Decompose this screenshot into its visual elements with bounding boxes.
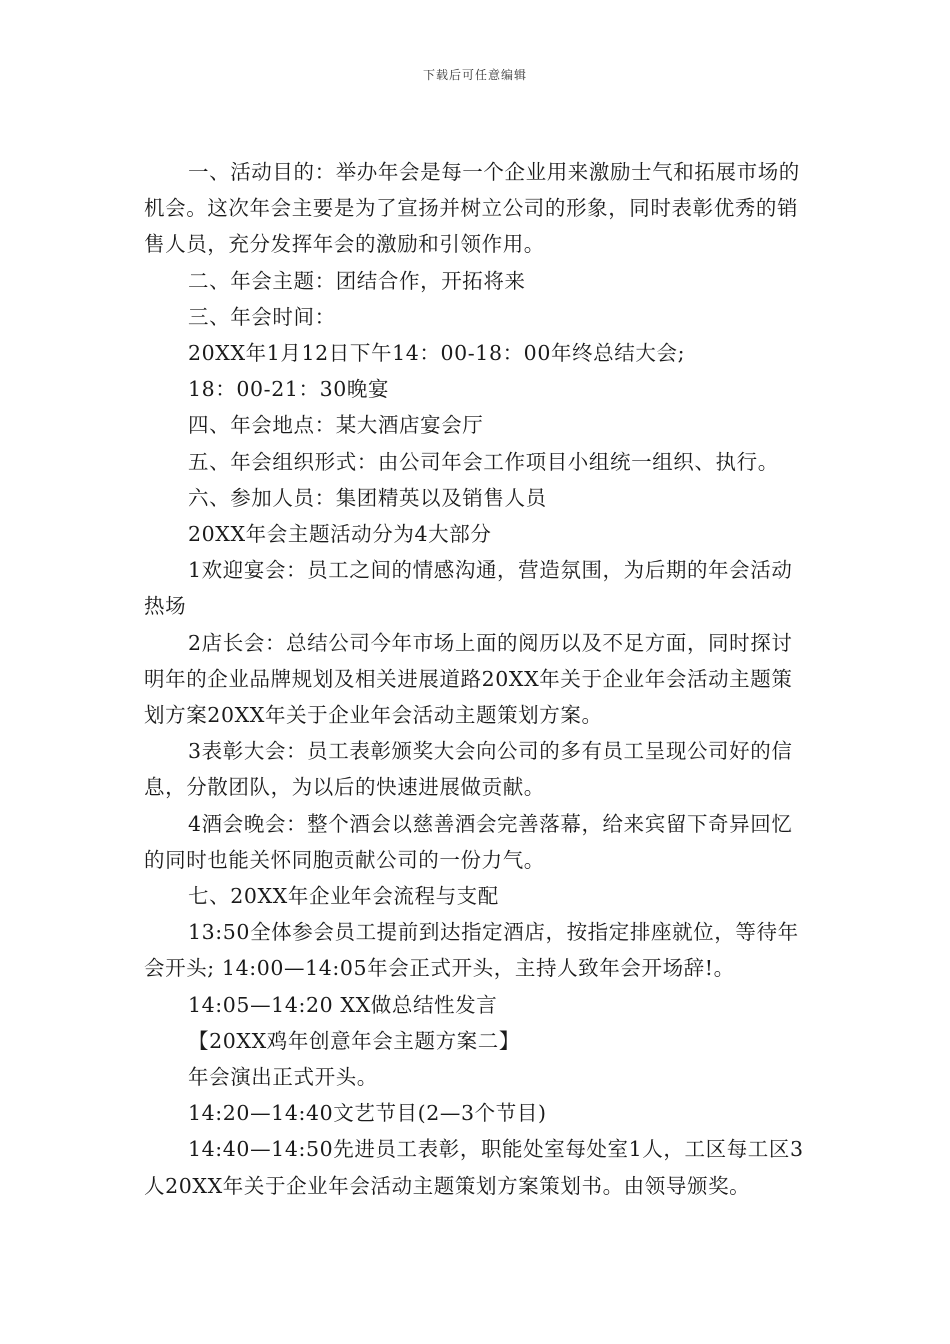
paragraph-purpose: 一、活动目的：举办年会是每一个企业用来激励士气和拓展市场的机会。这次年会主要是为了宣扬并树立公司的形象，同时表彰优秀的销售人员，充分发挥年会的激励和引领作用。 [144, 160, 800, 257]
paragraph-schedule-heading: 七、20XX年企业年会流程与支配 [188, 884, 499, 909]
paragraph-schedule-arrival: 13:50全体参会员工提前到达指定酒店，按指定排座就位，等待年会开头; 14:00—14:05年会正式开头，主持人致年会开场辞!。 [144, 920, 799, 981]
paragraph-time-summary-meeting: 20XX年1月12日下午14：00-18：00年终总结大会; [188, 341, 686, 366]
paragraph-schedule-performance: 14:20—14:40文艺节目(2—3个节目) [188, 1101, 547, 1126]
paragraph-schedule-speech: 14:05—14:20 XX做总结性发言 [188, 992, 498, 1017]
paragraph-four-parts: 20XX年会主题活动分为4大部分 [188, 522, 492, 547]
paragraph-participants: 六、参加人员：集团精英以及销售人员 [188, 485, 547, 510]
paragraph-organization: 五、年会组织形式：由公司年会工作项目小组统一组织、执行。 [188, 449, 779, 474]
paragraph-theme: 二、年会主题：团结合作，开拓将来 [188, 268, 526, 293]
paragraph-performance-start: 年会演出正式开头。 [188, 1065, 378, 1090]
paragraph-venue: 四、年会地点：某大酒店宴会厅 [188, 413, 484, 438]
paragraph-time-banquet: 18：00-21：30晚宴 [188, 377, 390, 402]
paragraph-manager-meeting: 2店长会：总结公司今年市场上面的阅历以及不足方面，同时探讨明年的企业品牌规划及相关进展道路20XX年关于企业年会活动主题策划方案20XX年关于企业年会活动主题策划方案。 [144, 630, 793, 728]
paragraph-schedule-awards: 14:40—14:50先进员工表彰，职能处室每处室1人，工区每工区3人20XX年关于企业年会活动主题策划方案策划书。由领导颁奖。 [144, 1137, 804, 1198]
paragraph-cocktail-party: 4酒会晚会：整个酒会以慈善酒会完善落幕，给来宾留下奇异回忆的同时也能关怀同胞贡献公司的一份力气。 [144, 811, 793, 872]
paragraph-time-heading: 三、年会时间： [188, 304, 336, 329]
paragraph-award-ceremony: 3表彰大会：员工表彰颁奖大会向公司的多有员工呈现公司好的信息，分散团队，为以后的快速进展做贡献。 [144, 739, 793, 800]
paragraph-plan-two-title: 【20XX鸡年创意年会主题方案二】 [188, 1028, 520, 1053]
paragraph-welcome-banquet: 1欢迎宴会：员工之间的情感沟通，营造氛围，为后期的年会活动热场 [144, 558, 793, 619]
page-header-note: 下载后可任意编辑 [422, 68, 527, 82]
document-body [144, 154, 808, 1204]
